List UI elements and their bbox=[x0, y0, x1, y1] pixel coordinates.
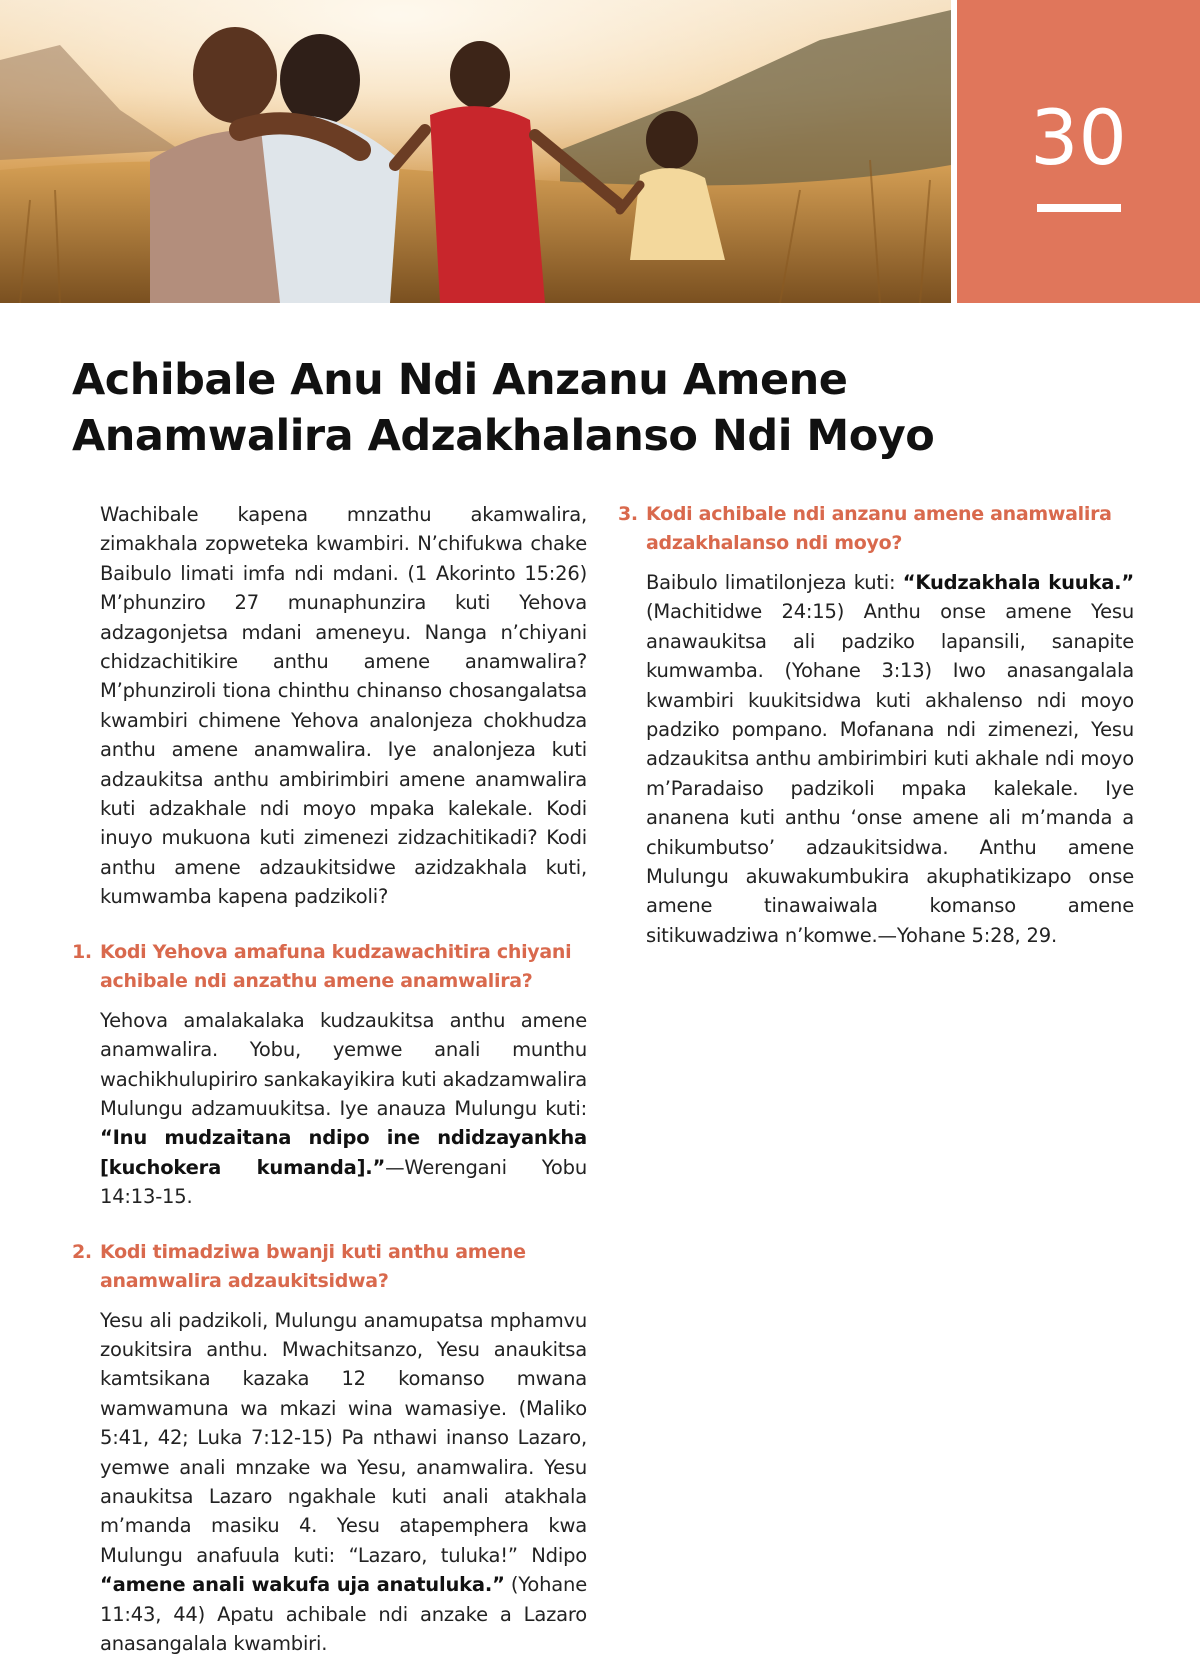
column-right bbox=[618, 500, 1134, 966]
question-2-text: Kodi timadziwa bwanji kuti anthu amene anamwalira adzaukitsidwa? bbox=[100, 1240, 526, 1292]
answer-3-text: Baibulo limatilonjeza kuti: bbox=[646, 571, 903, 594]
answer-2-text: Yesu ali padzikoli, Mulungu anamupatsa mphamvu zoukitsira anthu. Mwachitsanzo, Yesu anaukitsa kamtsikana kazaka 12 komanso mwana wamwamuna wa mkazi wina wamasiye. (Maliko 5:41, 42; Luka 7:12-15) Pa nthawi inanso Lazaro, yemwe anali mnzake wa Yesu, anamwalira. Yesu anaukitsa Lazaro ngakhale kuti anali atakhala m’manda masiku 4. Yesu atapemphera kwa Mulungu anafuula kuti: “Lazaro, tuluka!” Ndipo bbox=[100, 1308, 587, 1567]
hero-photo-family-field bbox=[0, 0, 951, 303]
answer-1-bold-quote: “Inu mudzaitana ndipo ine ndidzayankha [kuchokera kumanda].” bbox=[100, 1126, 587, 1179]
question-3-text: Kodi achibale ndi anzanu amene anamwalira adzakhalanso ndi moyo? bbox=[646, 503, 1112, 554]
question-1-number: 1. bbox=[72, 940, 92, 963]
answer-1-reference: —Werengani Yobu 14:13-15. bbox=[100, 1155, 587, 1209]
lesson-number: 30 bbox=[1030, 93, 1127, 182]
answer-1-text: Yehova amalakalaka kudzaukitsa anthu amene anamwalira. Yobu, yemwe anali munthu wachikhulupiriro sankakayikira kuti akadzamwalira Mulungu adzamuukitsa. Iye anauza Mulungu kuti: bbox=[100, 1008, 587, 1120]
answer-2-bold-quote: “amene anali wakufa uja anatuluka.” bbox=[100, 1573, 505, 1597]
answer-3-reference: (Machitidwe 24:15) Anthu onse amene Yesu anawaukitsa ali padziko lapansili, sanapite kumwamba. (Yohane 3:13) Iwo anasangalala kwambiri kuukitsidwa kuti akhalenso ndi moyo padziko pompano. Mofanana ndi zimenezi, Yesu adzaukitsa anthu ambirimbiri kuti akhale ndi moyo m’Paradaiso padzikoli mpaka kalekale. Iye ananena kuti anthu ‘onse amene ali m’manda a chikumbutso’ adzaukitsidwa. Anthu amene Mulungu akuwakumbukira akuphatikizapo onse amene tinawaiwala komanso amene sitikuwadziwa n’komwe.—Yohane 5:28, 29. bbox=[646, 600, 1134, 947]
answer-2-reference: (Yohane 11:43, 44) Apatu achibale ndi anzake a Lazaro anasangalala kwambiri. bbox=[100, 1573, 588, 1655]
answer-3-bold-quote: “Kudzakhala kuuka.” bbox=[902, 571, 1134, 594]
lesson-number-badge bbox=[957, 0, 1200, 303]
title-line-1: Achibale Anu Ndi Anzanu Amene bbox=[72, 355, 848, 405]
page-title bbox=[72, 352, 1132, 464]
title-line-2: Anamwalira Adzakhalanso Ndi Moyo bbox=[72, 411, 935, 461]
question-1 bbox=[72, 938, 587, 996]
question-3 bbox=[618, 500, 1134, 558]
lesson-number-underline bbox=[1037, 204, 1121, 212]
question-2-number: 2. bbox=[72, 1240, 92, 1263]
answer-1-paragraph bbox=[72, 1006, 587, 1212]
column-left bbox=[72, 500, 587, 1674]
answer-3-paragraph bbox=[618, 568, 1134, 950]
question-3-number: 3. bbox=[618, 503, 638, 525]
question-2 bbox=[72, 1238, 587, 1296]
intro-paragraph: Wachibale kapena mnzathu akamwalira, zimakhala zopweteka kwambiri. N’chifukwa chake Baibulo limati imfa ndi mdani. (1 Akorinto 15:26) M’phunziro 27 munaphunzira kuti Yehova adzagonjetsa mdani ameneyu. Nanga n’chiyani chidzachitikire anthu amene anamwalira? M’phunziroli tiona chinthu chinanso chosangalatsa kwambiri chimene Yehova analonjeza chokhudza anthu amene anamwalira. Iye analonjeza kuti adzaukitsa anthu ambirimbiri amene anamwalira kuti adzakhale ndi moyo mpaka kalekale. Kodi inuyo mukuona kuti zimenezi zidzachitikadi? Kodi anthu amene adzaukitsidwe azidzakhala kuti, kumwamba kapena padzikoli? bbox=[100, 503, 587, 909]
question-1-text: Kodi Yehova amafuna kudzawachitira chiyani achibale ndi anzathu amene anamwalira? bbox=[100, 940, 572, 992]
hero-illustration bbox=[0, 0, 951, 303]
answer-2-paragraph bbox=[72, 1306, 587, 1659]
